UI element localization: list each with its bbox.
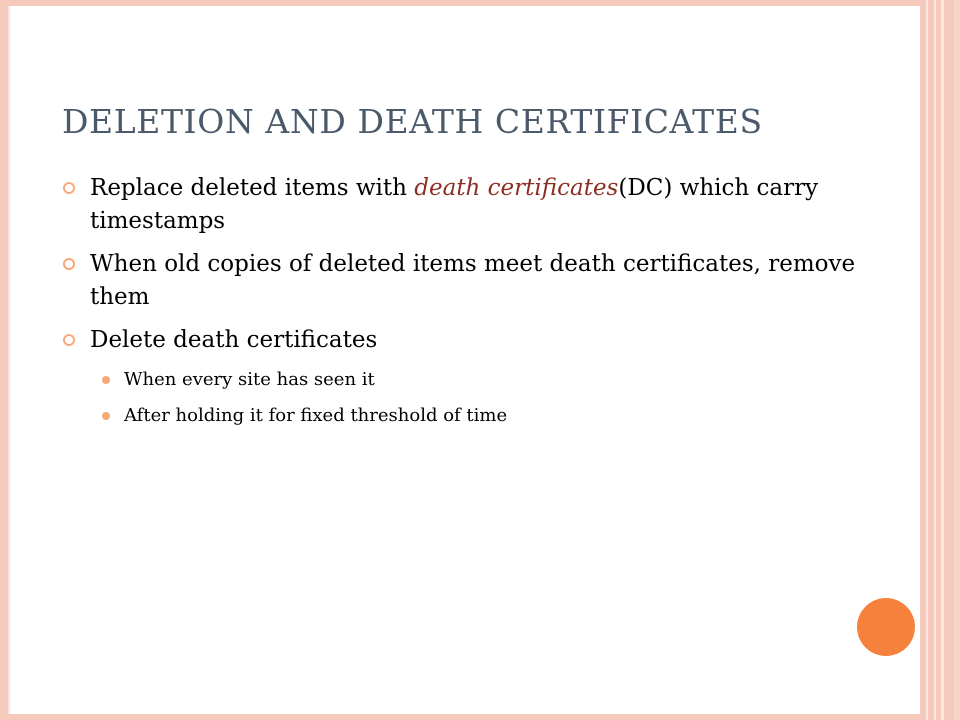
bullet-text: Delete death certificates [90,327,378,353]
emphasis-text: death certificates [414,175,619,201]
slide-title: DELETION AND DEATH CERTIFICATES [62,102,763,141]
right-stripe [944,0,954,720]
bullet-text: (DC) which carry timestamps [90,175,819,234]
bullet-list [62,172,882,439]
bullet-item [62,248,882,314]
bullet-text: Replace deleted items with [90,175,415,201]
frame-left-border [0,0,8,720]
frame-top-border [0,0,960,6]
dot-bullet-icon [102,376,110,384]
ring-bullet-icon [63,182,75,194]
sub-bullet-text: When every site has seen it [124,369,375,390]
bullet-text: When old copies of deleted items meet death certificates, remove them [90,251,856,310]
sub-bullet-item [62,403,882,429]
ring-bullet-icon [63,258,75,270]
dot-bullet-icon [102,412,110,420]
sub-bullet-item [62,367,882,393]
frame-bottom-border [0,714,960,720]
bullet-item [62,172,882,238]
frame-left-inner-border [8,6,10,714]
orange-circle-decoration [857,598,915,656]
sub-bullet-text: After holding it for fixed threshold of time [124,405,508,426]
ring-bullet-icon [63,334,75,346]
right-stripe [954,0,960,720]
bullet-item [62,324,882,357]
